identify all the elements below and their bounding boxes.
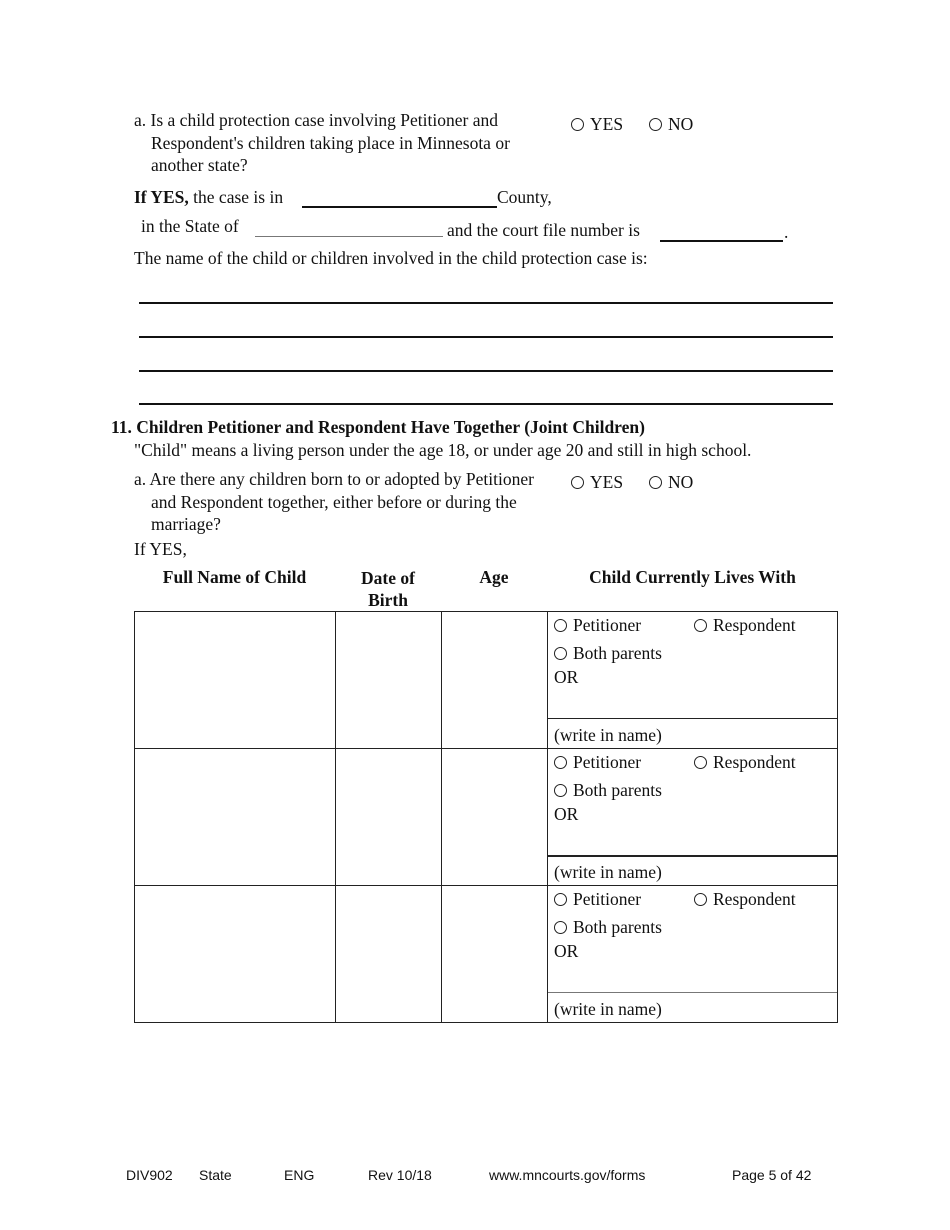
children-names-prompt: The name of the child or children involved in the child protection case is: (134, 248, 648, 268)
radio-icon[interactable] (554, 619, 567, 632)
respondent-option[interactable] (694, 752, 796, 773)
q10a-no-option[interactable] (649, 114, 693, 135)
radio-icon[interactable] (694, 619, 707, 632)
q11a-no-option[interactable] (649, 472, 693, 493)
question-10a-line2: Respondent's children taking place in Minnesota or (151, 132, 510, 153)
petitioner-option[interactable] (554, 752, 641, 773)
write-in-name-field[interactable] (548, 992, 837, 993)
radio-icon[interactable] (649, 118, 662, 131)
header-dob-line2: Birth (368, 590, 408, 610)
or-label: OR (554, 941, 579, 961)
question-11a-line3: marriage? (151, 514, 221, 534)
both-parents-label: Both parents (573, 643, 662, 663)
q11a-yes-label: YES (590, 472, 624, 492)
radio-icon[interactable] (554, 784, 567, 797)
petitioner-label: Petitioner (573, 615, 642, 635)
both-parents-label: Both parents (573, 917, 662, 937)
petitioner-option[interactable] (554, 615, 641, 636)
header-dob-line1: Date of (361, 568, 415, 588)
lives-with-cell (548, 886, 838, 1023)
write-in-name-label: (write in name) (554, 725, 662, 745)
if-yes-text: the case is in (188, 187, 284, 207)
question-11a-line2: and Respondent together, either before or during the (151, 491, 517, 512)
lives-with-cell (548, 749, 838, 886)
radio-icon[interactable] (554, 756, 567, 769)
radio-icon[interactable] (571, 118, 584, 131)
section-11-heading: 11. Children Petitioner and Respondent Have Together (Joint Children) (111, 417, 645, 437)
child-name-cell[interactable] (135, 612, 336, 749)
write-in-name-field[interactable] (548, 718, 837, 719)
petitioner-label: Petitioner (573, 889, 642, 909)
both-parents-option[interactable] (554, 780, 662, 801)
or-label: OR (554, 667, 579, 687)
write-in-name-field[interactable] (548, 855, 837, 857)
footer-url[interactable]: www.mncourts.gov/forms (489, 1167, 646, 1183)
child-age-cell[interactable] (442, 749, 548, 886)
footer-state: State (199, 1167, 232, 1183)
header-age: Age (479, 567, 509, 587)
state-prefix: in the State of (141, 216, 239, 236)
petitioner-label: Petitioner (573, 752, 642, 772)
question-10a (134, 109, 510, 177)
footer-revision: Rev 10/18 (368, 1167, 432, 1183)
child-age-cell[interactable] (442, 612, 548, 749)
children-table (134, 611, 838, 1023)
child-dob-cell[interactable] (336, 749, 442, 886)
if-yes-county-line (134, 187, 283, 208)
child-name-line-3[interactable] (139, 370, 833, 372)
respondent-label: Respondent (713, 752, 796, 772)
header-lives-with: Child Currently Lives With (589, 567, 796, 587)
table-row (135, 749, 838, 886)
child-name-line-1[interactable] (139, 302, 833, 304)
respondent-option[interactable] (694, 615, 796, 636)
footer-form-id: DIV902 (126, 1167, 173, 1183)
child-dob-cell[interactable] (336, 612, 442, 749)
question-11a-line1: a. Are there any children born to or adopted by Petitioner (134, 469, 534, 489)
child-dob-cell[interactable] (336, 886, 442, 1023)
child-name-line-2[interactable] (139, 336, 833, 338)
table-row (135, 886, 838, 1023)
radio-icon[interactable] (554, 893, 567, 906)
child-age-cell[interactable] (442, 886, 548, 1023)
child-name-cell[interactable] (135, 886, 336, 1023)
question-10a-line1: a. Is a child protection case involving Petitioner and (134, 110, 498, 130)
header-full-name: Full Name of Child (162, 567, 307, 587)
q10a-yes-option[interactable] (571, 114, 623, 135)
q10a-no-label: NO (668, 114, 694, 134)
or-label: OR (554, 804, 579, 824)
if-yes-label: If YES, (134, 539, 187, 559)
both-parents-option[interactable] (554, 643, 662, 664)
petitioner-option[interactable] (554, 889, 641, 910)
period: . (784, 222, 789, 242)
respondent-label: Respondent (713, 889, 796, 909)
write-in-name-label: (write in name) (554, 999, 662, 1019)
question-11a (134, 468, 534, 536)
q10a-yes-label: YES (590, 114, 624, 134)
q11a-no-label: NO (668, 472, 694, 492)
footer-page-number: Page 5 of 42 (732, 1167, 812, 1183)
state-field[interactable] (255, 236, 443, 237)
child-definition: "Child" means a living person under the age 18, or under age 20 and still in high school. (134, 440, 752, 460)
radio-icon[interactable] (554, 647, 567, 660)
county-field[interactable] (302, 206, 497, 208)
radio-icon[interactable] (694, 893, 707, 906)
write-in-name-label: (write in name) (554, 862, 662, 882)
both-parents-option[interactable] (554, 917, 662, 938)
court-file-number-field[interactable] (660, 240, 783, 242)
both-parents-label: Both parents (573, 780, 662, 800)
child-name-cell[interactable] (135, 749, 336, 886)
radio-icon[interactable] (649, 476, 662, 489)
lives-with-cell (548, 612, 838, 749)
radio-icon[interactable] (554, 921, 567, 934)
radio-icon[interactable] (571, 476, 584, 489)
header-dob (335, 567, 441, 611)
table-row (135, 612, 838, 749)
respondent-option[interactable] (694, 889, 796, 910)
q11a-yes-option[interactable] (571, 472, 623, 493)
child-name-line-4[interactable] (139, 403, 833, 405)
radio-icon[interactable] (694, 756, 707, 769)
question-10a-line3: another state? (151, 155, 248, 175)
court-file-label: and the court file number is (447, 220, 640, 240)
if-yes-bold: If YES, (134, 187, 189, 207)
respondent-label: Respondent (713, 615, 796, 635)
county-label: County, (497, 187, 552, 207)
footer-language: ENG (284, 1167, 315, 1183)
